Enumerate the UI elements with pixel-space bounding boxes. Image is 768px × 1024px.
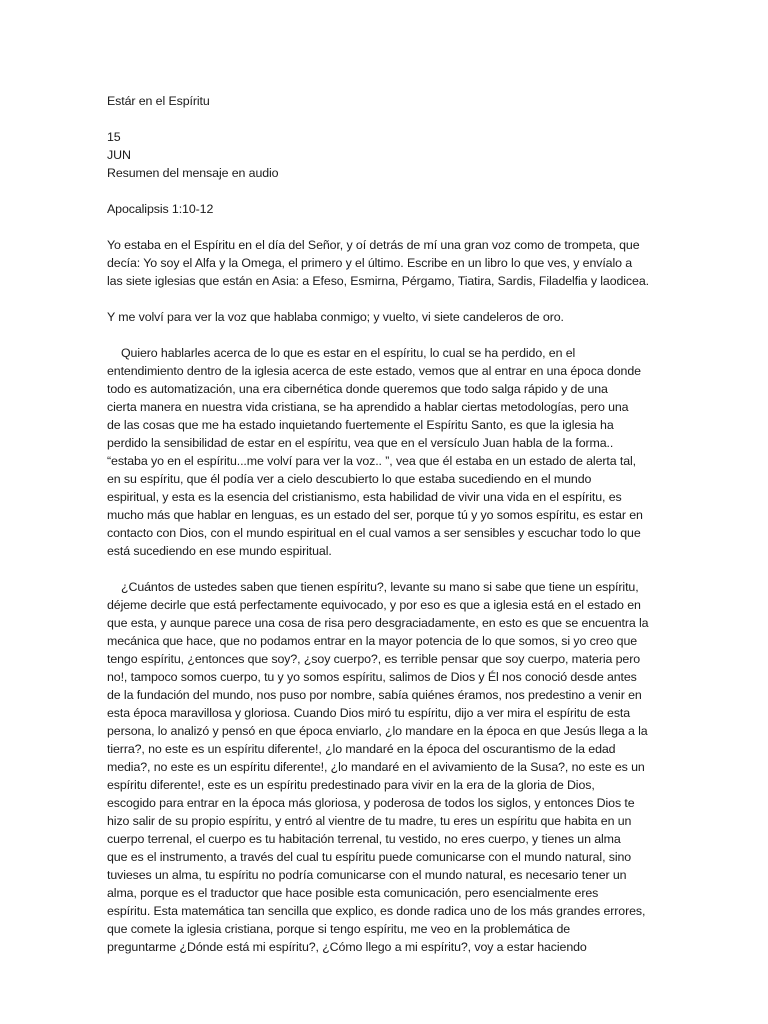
text-line: espíritu diferente!, este es un espíritu predestinado para vivir en la era de la gloria de Dios, xyxy=(107,778,595,792)
text-line: decía: Yo soy el Alfa y la Omega, el primero y el último. Escribe en un libro lo que ves, y envíalo a xyxy=(107,256,633,270)
spacer xyxy=(107,326,728,344)
scripture-reference: Apocalipsis 1:10-12 xyxy=(107,202,214,216)
text-line: entendimiento dentro de la iglesia acerca de este estado, vemos que al entrar en una época donde xyxy=(107,364,641,378)
text-line: en su espíritu, que él podía ver a cielo descubierto lo que estaba sucediendo en el mundo xyxy=(107,472,592,486)
body-paragraph-1 xyxy=(107,344,728,560)
text-line: que comete la iglesia cristiana, porque si tengo espíritu, me veo en la problemática de xyxy=(107,922,571,936)
text-line: déjeme decirle que está perfectamente equivocado, y por eso es que a iglesia está en el estado en xyxy=(107,598,641,612)
text-line: Y me volví para ver la voz que hablaba conmigo; y vuelto, vi siete candeleros de oro. xyxy=(107,310,564,324)
text-line: media?, no este es un espíritu diferente!, ¿lo mandaré en el avivamiento de la Susa?, no este es un xyxy=(107,760,645,774)
text-line: no!, tampoco somos cuerpo, tu y yo somos espíritu, salimos de Dios y Él nos conoció desde antes xyxy=(107,670,637,684)
text-line: ¿Cuántos de ustedes saben que tienen espíritu?, levante su mano si sabe que tiene un espíritu, xyxy=(121,580,639,594)
document-title: Estár en el Espíritu xyxy=(107,94,210,108)
text-line: perdido la sensibilidad de estar en el espíritu, vea que en el versículo Juan habla de la forma.. xyxy=(107,436,614,450)
date-month: JUN xyxy=(107,148,131,162)
text-line: esta época maravillosa y gloriosa. Cuando Dios miró tu espíritu, dijo a ver mira el espíritu de esta xyxy=(107,706,631,720)
text-line: de las cosas que me ha estado inquietando fuertemente el Espíritu Santo, es que la iglesia ha xyxy=(107,418,614,432)
spacer xyxy=(107,290,728,308)
verse-paragraph-2 xyxy=(107,308,728,326)
text-line: mecánica que hace, que no podamos entrar en la mayor potencia de lo que somos, si yo creo que xyxy=(107,634,638,648)
text-line: alma, porque es el traductor que hace posible esta comunicación, pero esencialmente eres xyxy=(107,886,599,900)
body-paragraph-2 xyxy=(107,578,728,956)
text-line: contacto con Dios, con el mundo espiritual en el cual vamos a ser sensibles y escuchar todo lo que xyxy=(107,526,641,540)
verse-paragraph xyxy=(107,236,728,290)
spacer xyxy=(107,110,728,128)
text-line: “estaba yo en el espíritu...me volví para ver la voz.. ”, vea que él estaba en un estado de alerta tal, xyxy=(107,454,637,468)
text-line: las siete iglesias que están en Asia: a Efeso, Esmirna, Pérgamo, Tiatira, Sardis, Filadelfia y laodicea. xyxy=(107,274,649,288)
text-line: tengo espíritu, ¿entonces que soy?, ¿soy cuerpo?, es terrible pensar que soy cuerpo, materia pero xyxy=(107,652,641,666)
text-line: espiritual, y esta es la esencia del cristianismo, esta habilidad de vivir una vida en el espíritu, es xyxy=(107,490,622,504)
text-line: tuvieses un alma, tu espíritu no podría comunicarse con el mundo natural, es necesario tener un xyxy=(107,868,627,882)
text-line: mucho más que hablar en lenguas, es un estado del ser, porque tú y yo somos espíritu, es estar en xyxy=(107,508,643,522)
spacer xyxy=(107,182,728,200)
text-line: hizo salir de su propio espíritu, y entró al vientre de tu madre, tu eres un espíritu que habita en un xyxy=(107,814,632,828)
document-subtitle: Resumen del mensaje en audio xyxy=(107,166,279,180)
spacer xyxy=(107,560,728,578)
text-line: está sucediendo en ese mundo espiritual. xyxy=(107,544,332,558)
text-line: Quiero hablarles acerca de lo que es estar en el espíritu, lo cual se ha perdido, en el xyxy=(121,346,576,360)
text-line: persona, lo analizó y pensó en que época enviarlo, ¿lo mandare en la época en que Jesús llega a la xyxy=(107,724,648,738)
text-line: de la fundación del mundo, nos puso por nombre, sabía quiénes éramos, nos predestino a venir en xyxy=(107,688,642,702)
text-line: que esta, y aunque parece una cosa de risa pero desgraciadamente, en esto es que se encuentra la xyxy=(107,616,649,630)
text-line: cierta manera en nuestra vida cristiana, se ha aprendido a hablar ciertas metodologías, pero una xyxy=(107,400,629,414)
date-day: 15 xyxy=(107,130,121,144)
text-line: preguntarme ¿Dónde está mi espíritu?, ¿Cómo llego a mi espíritu?, voy a estar haciendo xyxy=(107,940,587,954)
text-line: todo es automatización, una era cibernética donde queremos que todo salga rápido y de una xyxy=(107,382,608,396)
text-line: cuerpo terrenal, el cuerpo es tu habitación terrenal, tu vestido, no eres cuerpo, y tienes un alma xyxy=(107,832,621,846)
text-line: espíritu. Esta matemática tan sencilla que explico, es donde radica uno de los más grandes errores, xyxy=(107,904,646,918)
text-line: que es el instrumento, a través del cual tu espíritu puede comunicarse con el mundo natural, sino xyxy=(107,850,632,864)
text-line: escogido para entrar en la época más gloriosa, y poderosa de todos los siglos, y entonces Dios te xyxy=(107,796,635,810)
text-line: tierra?, no este es un espíritu diferente!, ¿lo mandaré en la época del oscurantismo de la edad xyxy=(107,742,616,756)
spacer xyxy=(107,218,728,236)
text-line: Yo estaba en el Espíritu en el día del Señor, y oí detrás de mí una gran voz como de trompeta, que xyxy=(107,238,640,252)
